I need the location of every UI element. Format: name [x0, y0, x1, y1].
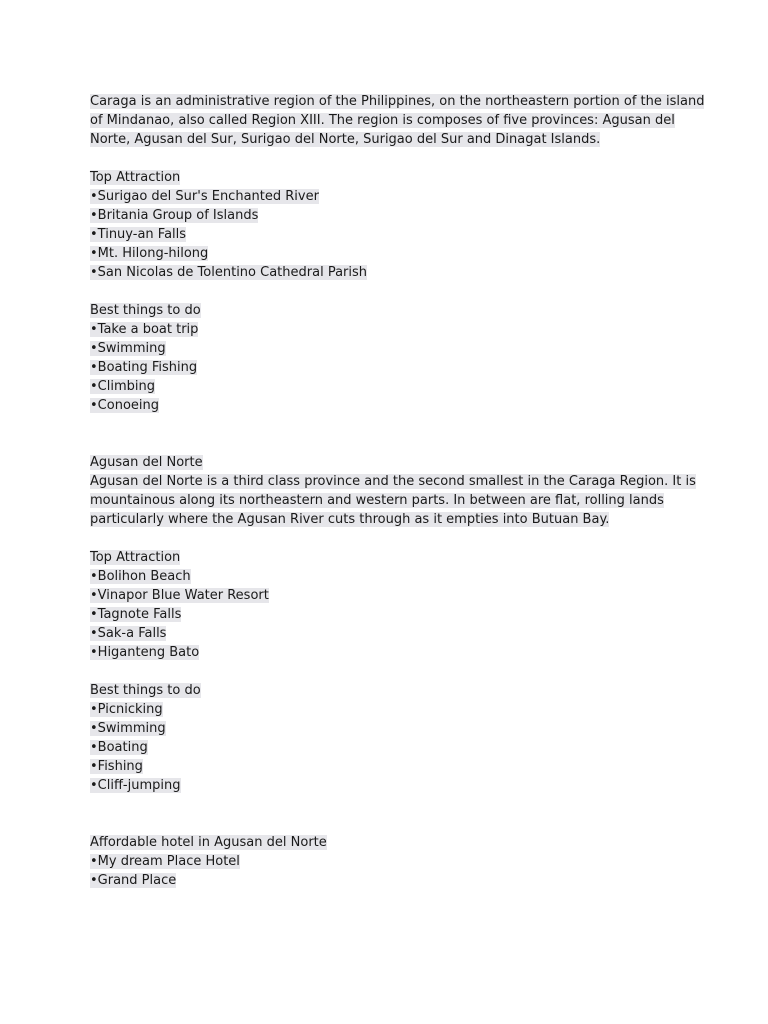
list-item: •Surigao del Sur's Enchanted River — [90, 189, 319, 204]
section-title: Agusan del Norte — [90, 455, 203, 470]
list-item: •Mt. Hilong-hilong — [90, 246, 209, 261]
agusan-line: particularly where the Agusan River cuts through as it empties into Butuan Bay. — [90, 512, 610, 527]
intro-line: Norte, Agusan del Sur, Surigao del Norte, Surigao del Sur and Dinagat Islands. — [90, 132, 601, 147]
list-item: •Climbing — [90, 379, 155, 394]
agusan-line: mountainous along its northeastern and western parts. In between are flat, rolling lands — [90, 493, 664, 508]
list-item: •Picnicking — [90, 702, 163, 717]
caraga-attractions-section — [90, 168, 680, 282]
list-item: •Grand Place — [90, 873, 177, 888]
list-item: •Swimming — [90, 721, 166, 736]
agusan-line: Agusan del Norte is a third class province and the second smallest in the Caraga Region. It is — [90, 474, 696, 489]
section-heading: Best things to do — [90, 683, 201, 698]
list-item: •Higanteng Bato — [90, 645, 200, 660]
hotels-section — [90, 833, 680, 890]
list-item: •Vinapor Blue Water Resort — [90, 588, 269, 603]
list-item: •Bolihon Beach — [90, 569, 191, 584]
document-body — [90, 92, 705, 890]
intro-line: of Mindanao, also called Region XIII. The region is composes of five provinces: Agusan del — [90, 113, 675, 128]
section-heading: Best things to do — [90, 303, 201, 318]
list-item: •Tinuy-an Falls — [90, 227, 187, 242]
list-item: •San Nicolas de Tolentino Cathedral Parish — [90, 265, 368, 280]
list-item: •Take a boat trip — [90, 322, 199, 337]
agusan-things-section — [90, 681, 680, 795]
list-item: •Swimming — [90, 341, 166, 356]
caraga-things-section — [90, 301, 680, 415]
intro-paragraph — [90, 92, 705, 149]
intro-line: Caraga is an administrative region of the Philippines, on the northeastern portion of the island — [90, 94, 705, 109]
section-heading: Affordable hotel in Agusan del Norte — [90, 835, 327, 850]
list-item: •Cliff-jumping — [90, 778, 181, 793]
section-heading: Top Attraction — [90, 170, 181, 185]
list-item: •Britania Group of Islands — [90, 208, 259, 223]
list-item: •Conoeing — [90, 398, 159, 413]
list-item: •Tagnote Falls — [90, 607, 182, 622]
list-item: •Boating — [90, 740, 148, 755]
list-item: •Boating Fishing — [90, 360, 198, 375]
list-item: •Fishing — [90, 759, 143, 774]
list-item: •Sak-a Falls — [90, 626, 167, 641]
agusan-section — [90, 453, 696, 529]
agusan-attractions-section — [90, 548, 680, 662]
section-heading: Top Attraction — [90, 550, 181, 565]
list-item: •My dream Place Hotel — [90, 854, 240, 869]
